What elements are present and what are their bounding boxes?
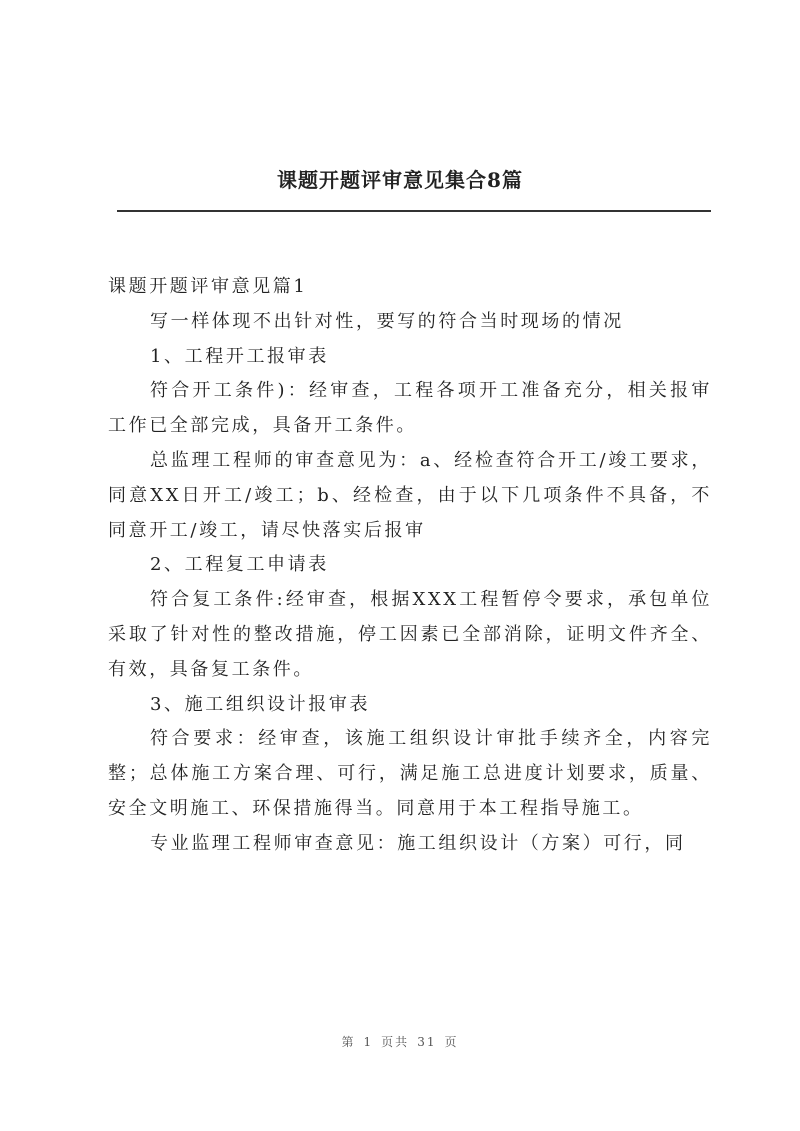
paragraph: 符合复工条件:经审查，根据XXX工程暂停令要求，承包单位采取了针对性的整改措施，停工因素已全部消除，证明文件齐全、有效，具备复工条件。	[108, 589, 712, 680]
paragraph: 总监理工程师的审查意见为：a、经检查符合开工/竣工要求，同意XX日开工/竣工；b、经检查，由于以下几项条件不具备，不同意开工/竣工，请尽快落实后报审	[108, 449, 712, 541]
numbered-heading: 3、施工组织设计报审表	[150, 693, 371, 715]
footer-page-suffix: 页	[444, 1035, 459, 1049]
document-title: 课题开题评审意见集合8篇	[277, 168, 523, 192]
page-footer	[0, 1033, 800, 1050]
numbered-heading: 1、工程开工报审表	[150, 345, 329, 367]
footer-page-middle: 页共	[381, 1035, 410, 1049]
paragraph: 符合开工条件)：经审查，工程各项开工准备充分，相关报审工作已全部完成，具备开工条件。	[108, 380, 712, 437]
footer-page-prefix: 第	[341, 1035, 356, 1049]
section-heading: 课题开题评审意见篇1	[108, 276, 308, 297]
footer-total-pages: 31	[417, 1035, 437, 1049]
paragraph: 写一样体现不出针对性，要写的符合当时现场的情况	[150, 310, 624, 332]
title-divider	[117, 210, 711, 212]
footer-page-number: 1	[363, 1035, 374, 1049]
numbered-heading: 2、工程复工申请表	[150, 554, 329, 576]
paragraph: 符合要求：经审查，该施工组织设计审批手续齐全，内容完整；总体施工方案合理、可行，满足施工总进度计划要求，质量、安全文明施工、环保措施得当。同意用于本工程指导施工。	[108, 728, 712, 819]
document-body	[108, 270, 712, 862]
paragraph: 专业监理工程师审查意见：施工组织设计（方案）可行，同	[150, 832, 686, 854]
